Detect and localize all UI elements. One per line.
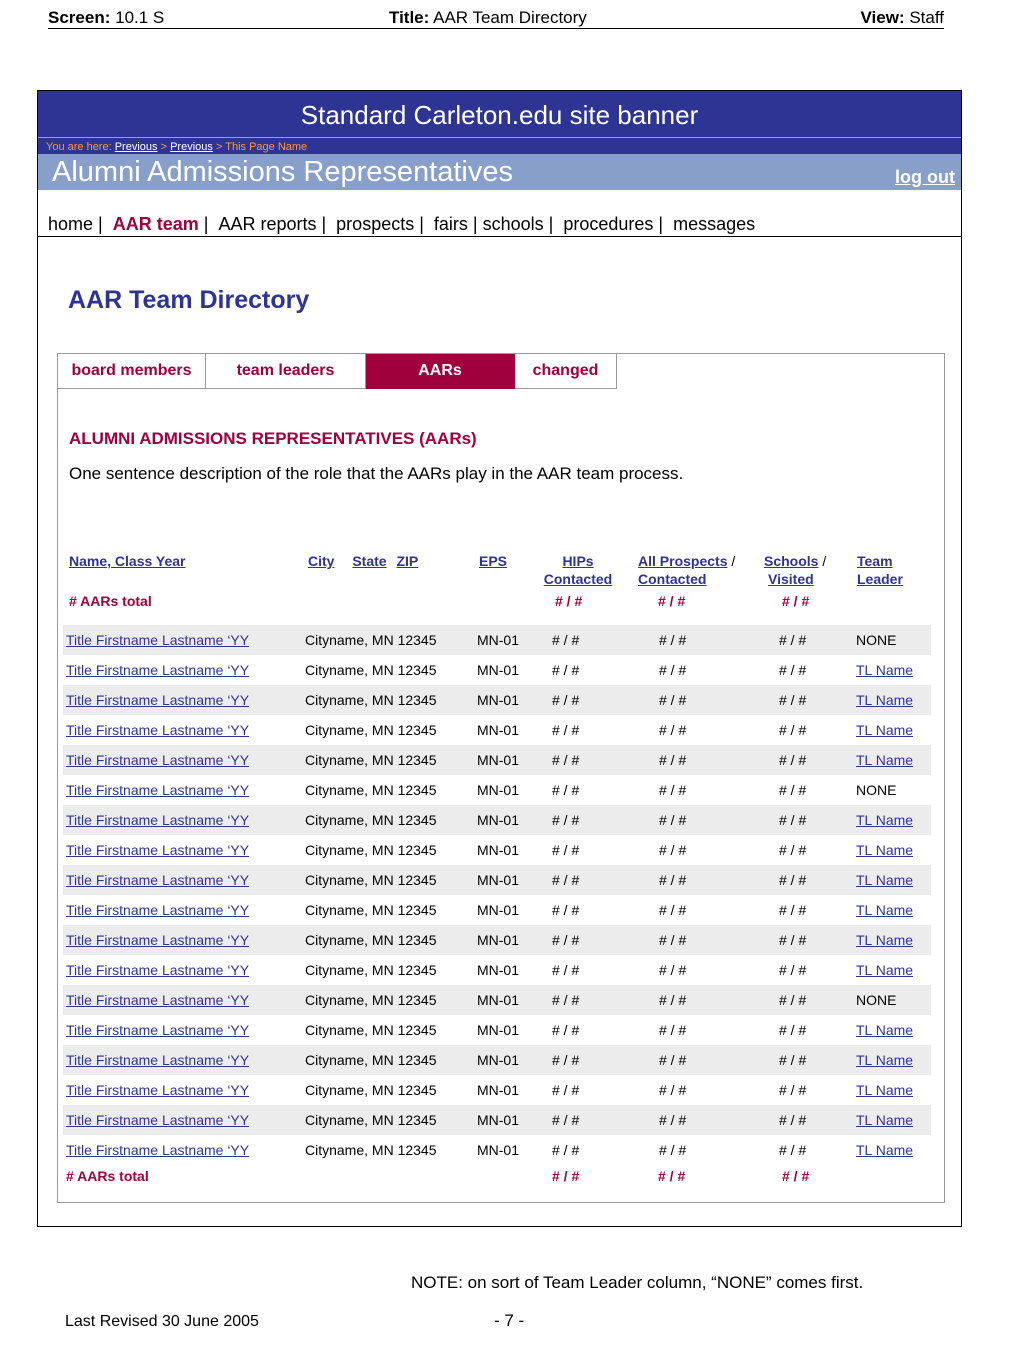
aar-eps: MN-01: [477, 1112, 520, 1128]
aar-location: Cityname, MN 12345: [305, 902, 437, 918]
aar-eps: MN-01: [477, 692, 520, 708]
aar-hips: # / #: [552, 1142, 580, 1158]
table-row: [63, 895, 931, 925]
aar-hips: # / #: [552, 662, 580, 678]
aar-hips: # / #: [552, 632, 580, 648]
aar-prospects: # / #: [659, 1112, 687, 1128]
aar-schools: # / #: [779, 962, 807, 978]
aar-prospects: # / #: [659, 902, 687, 918]
column-header-team-leader: [857, 552, 903, 588]
sort-state-link[interactable]: State: [352, 553, 387, 569]
aar-location: Cityname, MN 12345: [305, 722, 437, 738]
section-title: ALUMNI ADMISSIONS REPRESENTATIVES (AARs): [69, 429, 477, 448]
aar-prospects: # / #: [659, 1142, 687, 1158]
team-leader-link[interactable]: TL Name: [856, 1082, 914, 1098]
nav-item-schools[interactable]: schools: [482, 214, 544, 234]
table-row: [63, 925, 931, 955]
sort-name-link[interactable]: Name, Class Year: [69, 553, 186, 569]
aar-schools: # / #: [779, 992, 807, 1008]
nav-separator: |: [467, 214, 483, 234]
main-nav: [38, 190, 961, 237]
sort-eps-link[interactable]: EPS: [479, 553, 508, 569]
aar-eps: MN-01: [477, 1052, 520, 1068]
totals-bottom-hips: # / #: [552, 1168, 580, 1184]
table-row: [63, 805, 931, 835]
aar-name-link[interactable]: Title Firstname Lastname ‘YY: [66, 662, 250, 678]
nav-separator: |: [316, 214, 337, 234]
aar-name-link[interactable]: Title Firstname Lastname ‘YY: [66, 992, 250, 1008]
tab-aars[interactable]: AARs: [366, 354, 515, 389]
sort-visited-link[interactable]: Visited: [768, 571, 814, 587]
directory-panel: [57, 353, 945, 1203]
aar-eps: MN-01: [477, 842, 520, 858]
team-leader-link[interactable]: TL Name: [856, 1022, 914, 1038]
aar-name-link[interactable]: Title Firstname Lastname ‘YY: [66, 1052, 250, 1068]
document-header: [48, 8, 944, 29]
team-leader-link[interactable]: TL Name: [856, 692, 914, 708]
aar-hips: # / #: [552, 992, 580, 1008]
aar-prospects: # / #: [659, 752, 687, 768]
totals-top-label: # AARs total: [69, 593, 152, 609]
sort-hips-link[interactable]: HIPs Contacted: [543, 553, 613, 587]
sort-team-leader-link[interactable]: Team Leader: [857, 553, 903, 587]
site-title-bar: [38, 154, 961, 190]
breadcrumb: You are here: Previous > Previous > This Page Name: [38, 137, 961, 154]
aar-location: Cityname, MN 12345: [305, 752, 437, 768]
nav-separator: |: [543, 214, 564, 234]
sort-note: NOTE: on sort of Team Leader column, “NONE” comes first.: [411, 1273, 864, 1292]
aar-prospects: # / #: [659, 872, 687, 888]
nav-separator: |: [198, 214, 219, 234]
aar-hips: # / #: [552, 842, 580, 858]
aar-name-link[interactable]: Title Firstname Lastname ‘YY: [66, 1022, 250, 1038]
aar-schools: # / #: [779, 932, 807, 948]
screen-title: Title: AAR Team Directory: [389, 8, 587, 27]
team-leader-link[interactable]: TL Name: [856, 1142, 914, 1158]
aar-location: Cityname, MN 12345: [305, 812, 437, 828]
sort-city-link[interactable]: City: [308, 553, 335, 569]
aar-location: Cityname, MN 12345: [305, 692, 437, 708]
table-row: [63, 1045, 931, 1075]
aar-prospects: # / #: [659, 1082, 687, 1098]
aar-name-link[interactable]: Title Firstname Lastname ‘YY: [66, 1142, 250, 1158]
column-header-prospects: All Prospects / Contacted: [638, 553, 736, 587]
table-row: [63, 985, 931, 1015]
team-leader-link[interactable]: TL Name: [856, 752, 914, 768]
totals-top-hips: # / #: [555, 593, 583, 609]
totals-bottom-schools: # / #: [782, 1168, 810, 1184]
aar-name-link[interactable]: Title Firstname Lastname ‘YY: [66, 632, 250, 648]
aar-prospects: # / #: [659, 782, 687, 798]
aar-prospects: # / #: [659, 842, 687, 858]
aar-location: Cityname, MN 12345: [305, 1082, 437, 1098]
nav-separator: |: [414, 214, 434, 234]
totals-bottom-prospects: # / #: [658, 1168, 686, 1184]
table-row: [63, 655, 931, 685]
aar-eps: MN-01: [477, 662, 520, 678]
nav-item-messages[interactable]: messages: [673, 214, 756, 234]
aar-hips: # / #: [552, 872, 580, 888]
aar-location: Cityname, MN 12345: [305, 662, 437, 678]
aar-eps: MN-01: [477, 782, 520, 798]
aar-eps: MN-01: [477, 872, 520, 888]
aar-schools: # / #: [779, 1142, 807, 1158]
aar-schools: # / #: [779, 1022, 807, 1038]
tab-board-members[interactable]: board members: [58, 354, 206, 389]
table-row: [63, 1135, 931, 1165]
aar-schools: # / #: [779, 1052, 807, 1068]
breadcrumb-current: This Page Name: [225, 141, 308, 153]
aar-hips: # / #: [552, 722, 580, 738]
sort-contacted-link[interactable]: Contacted: [638, 571, 707, 587]
aar-schools: # / #: [779, 902, 807, 918]
totals-bottom-label: # AARs total: [66, 1168, 149, 1184]
aar-schools: # / #: [779, 692, 807, 708]
aar-prospects: # / #: [659, 992, 687, 1008]
aar-location: Cityname, MN 12345: [305, 872, 437, 888]
team-leader-link[interactable]: TL Name: [856, 962, 914, 978]
aar-schools: # / #: [779, 872, 807, 888]
team-leader-link[interactable]: TL Name: [856, 662, 914, 678]
team-leader-none: NONE: [856, 782, 897, 798]
tab-changed[interactable]: changed: [515, 354, 617, 389]
table-row: [63, 1105, 931, 1135]
team-leader-none: NONE: [856, 632, 897, 648]
aar-name-link[interactable]: Title Firstname Lastname ‘YY: [66, 692, 250, 708]
aar-hips: # / #: [552, 1052, 580, 1068]
table-row: [63, 715, 931, 745]
nav-item-aar-team[interactable]: AAR team: [112, 214, 199, 234]
aar-prospects: # / #: [659, 932, 687, 948]
aar-name-link[interactable]: Title Firstname Lastname ‘YY: [66, 782, 250, 798]
nav-item-fairs[interactable]: fairs: [433, 214, 468, 234]
team-leader-link[interactable]: TL Name: [856, 872, 914, 888]
sort-prospects-link[interactable]: All Prospects: [638, 553, 728, 569]
table-row: [63, 685, 931, 715]
table-row: [63, 955, 931, 985]
aar-eps: MN-01: [477, 722, 520, 738]
aar-eps: MN-01: [477, 812, 520, 828]
column-header-schools: Schools / Visited: [764, 553, 827, 587]
aar-hips: # / #: [552, 692, 580, 708]
aar-name-link[interactable]: Title Firstname Lastname ‘YY: [66, 752, 250, 768]
column-header-eps: [479, 552, 507, 570]
table-row: [63, 745, 931, 775]
aar-hips: # / #: [552, 1082, 580, 1098]
aar-eps: MN-01: [477, 632, 520, 648]
aar-name-link[interactable]: Title Firstname Lastname ‘YY: [66, 722, 250, 738]
sort-zip-link[interactable]: ZIP: [396, 553, 419, 569]
column-header-hips: [541, 552, 615, 588]
aar-location: Cityname, MN 12345: [305, 962, 437, 978]
aar-prospects: # / #: [659, 812, 687, 828]
aar-location: Cityname, MN 12345: [305, 1052, 437, 1068]
team-leader-link[interactable]: TL Name: [856, 1112, 914, 1128]
aar-name-link[interactable]: Title Firstname Lastname ‘YY: [66, 902, 250, 918]
section-description: One sentence description of the role that the AARs play in the AAR team process.: [69, 464, 684, 483]
aar-schools: # / #: [779, 842, 807, 858]
aar-prospects: # / #: [659, 962, 687, 978]
aar-location: Cityname, MN 12345: [305, 932, 437, 948]
aar-eps: MN-01: [477, 932, 520, 948]
team-leader-link[interactable]: TL Name: [856, 812, 914, 828]
team-leader-link[interactable]: TL Name: [856, 842, 914, 858]
aar-name-link[interactable]: Title Firstname Lastname ‘YY: [66, 872, 250, 888]
sort-schools-link[interactable]: Schools: [764, 553, 819, 569]
aar-location: Cityname, MN 12345: [305, 842, 437, 858]
aar-location: Cityname, MN 12345: [305, 1022, 437, 1038]
aar-location: Cityname, MN 12345: [305, 632, 437, 648]
site-banner: Standard Carleton.edu site banner: [38, 91, 961, 137]
aar-hips: # / #: [552, 782, 580, 798]
table-row: [63, 865, 931, 895]
table-row: [63, 835, 931, 865]
aar-name-link[interactable]: Title Firstname Lastname ‘YY: [66, 932, 250, 948]
aar-eps: MN-01: [477, 992, 520, 1008]
aar-location: Cityname, MN 12345: [305, 992, 437, 1008]
page-frame: [37, 90, 962, 1227]
nav-separator: |: [93, 214, 113, 234]
totals-top-prospects: # / #: [658, 593, 686, 609]
table-row: [63, 775, 931, 805]
aar-location: Cityname, MN 12345: [305, 1142, 437, 1158]
nav-separator: |: [653, 214, 674, 234]
site-title: Alumni Admissions Representatives: [52, 156, 513, 188]
aar-hips: # / #: [552, 1112, 580, 1128]
aar-eps: MN-01: [477, 1142, 520, 1158]
page-number: - 7 -: [494, 1311, 525, 1330]
aar-hips: # / #: [552, 752, 580, 768]
team-leader-link[interactable]: TL Name: [856, 902, 914, 918]
nav-item-aar-reports[interactable]: AAR reports: [218, 214, 317, 234]
aar-name-link[interactable]: Title Firstname Lastname ‘YY: [66, 842, 250, 858]
table-row: [63, 1075, 931, 1105]
aar-location: Cityname, MN 12345: [305, 782, 437, 798]
team-leader-link[interactable]: TL Name: [856, 1052, 914, 1068]
aar-name-link[interactable]: Title Firstname Lastname ‘YY: [66, 962, 250, 978]
team-leader-link[interactable]: TL Name: [856, 722, 914, 738]
aar-name-link[interactable]: Title Firstname Lastname ‘YY: [66, 812, 250, 828]
aar-schools: # / #: [779, 1082, 807, 1098]
table-row: [63, 1015, 931, 1045]
aar-eps: MN-01: [477, 752, 520, 768]
breadcrumb-link-previous-2[interactable]: Previous: [170, 141, 213, 153]
aar-hips: # / #: [552, 812, 580, 828]
aar-hips: # / #: [552, 932, 580, 948]
aar-schools: # / #: [779, 722, 807, 738]
tab-bar: [58, 354, 617, 389]
aar-prospects: # / #: [659, 722, 687, 738]
page-title: AAR Team Directory: [68, 286, 310, 314]
nav-item-procedures[interactable]: procedures: [563, 214, 654, 234]
aar-eps: MN-01: [477, 1082, 520, 1098]
aar-eps: MN-01: [477, 1022, 520, 1038]
aar-prospects: # / #: [659, 1022, 687, 1038]
aar-hips: # / #: [552, 902, 580, 918]
aar-prospects: # / #: [659, 692, 687, 708]
column-header-name: [69, 552, 186, 570]
aar-schools: # / #: [779, 1112, 807, 1128]
aar-name-link[interactable]: Title Firstname Lastname ‘YY: [66, 1082, 250, 1098]
nav-item-home[interactable]: home: [48, 214, 94, 234]
aar-table-body: [63, 625, 931, 1165]
team-leader-link[interactable]: TL Name: [856, 932, 914, 948]
aar-schools: # / #: [779, 632, 807, 648]
aar-schools: # / #: [779, 662, 807, 678]
last-revised: Last Revised 30 June 2005: [65, 1313, 259, 1330]
column-header-location: [308, 552, 418, 570]
logout-link[interactable]: log out: [895, 167, 955, 187]
tab-team-leaders[interactable]: team leaders: [206, 354, 366, 389]
aar-hips: # / #: [552, 1022, 580, 1038]
aar-eps: MN-01: [477, 902, 520, 918]
aar-schools: # / #: [779, 752, 807, 768]
screen-id: Screen: 10.1 S: [48, 8, 165, 27]
aar-prospects: # / #: [659, 662, 687, 678]
nav-item-prospects[interactable]: prospects: [336, 214, 415, 234]
screen-view: View: Staff: [860, 8, 944, 27]
aar-schools: # / #: [779, 782, 807, 798]
aar-schools: # / #: [779, 812, 807, 828]
aar-location: Cityname, MN 12345: [305, 1112, 437, 1128]
aar-prospects: # / #: [659, 1052, 687, 1068]
team-leader-none: NONE: [856, 992, 897, 1008]
totals-top-schools: # / #: [782, 593, 810, 609]
table-row: [63, 625, 931, 655]
aar-eps: MN-01: [477, 962, 520, 978]
aar-prospects: # / #: [659, 632, 687, 648]
aar-name-link[interactable]: Title Firstname Lastname ‘YY: [66, 1112, 250, 1128]
breadcrumb-link-previous-1[interactable]: Previous: [114, 141, 158, 153]
aar-hips: # / #: [552, 962, 580, 978]
